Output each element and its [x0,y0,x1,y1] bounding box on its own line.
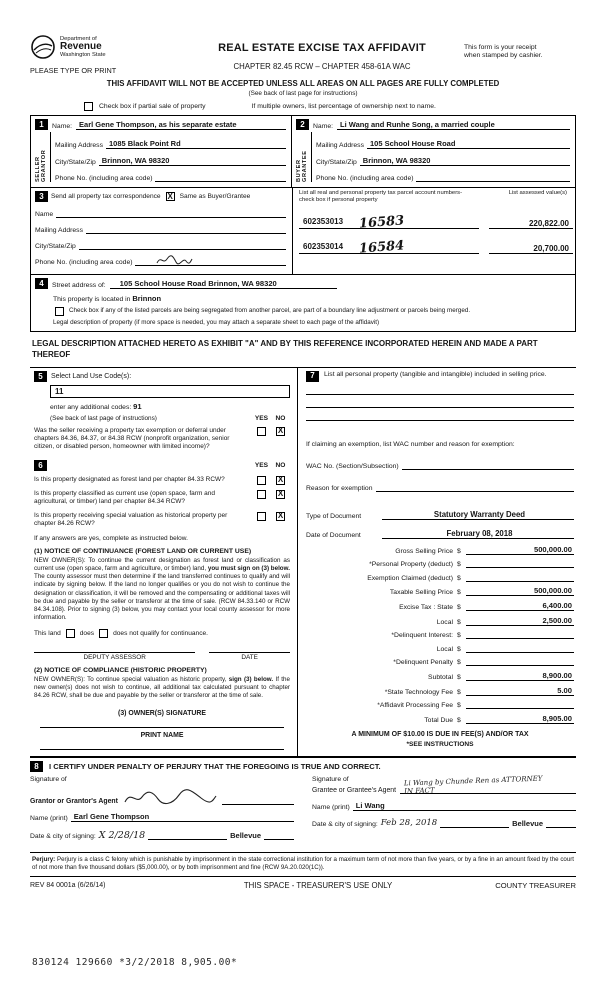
land-use-label: Select Land Use Code(s): [51,372,132,380]
seller-grantor-box [30,115,292,188]
form-header [30,34,576,75]
grantee-city-value: Bellevue [512,819,543,829]
section-4 [30,275,576,332]
dollar-sign: $ [457,603,461,611]
legal-description-text: LEGAL DESCRIPTION ATTACHED HERETO AS EXHIBIT "A" AND BY THIS REFERENCE INCORPORATED HEREIN AND MADE A PART THEREOF [32,339,538,359]
buyer-grantee-box [291,115,576,188]
amount: 5.00 [466,686,574,696]
buyer-mailing-label: Mailing Address [316,142,364,149]
dollar-sign: $ [457,632,461,640]
segregated-label: Check box if any of the listed parcels are being segregated from another parcel, are part of a boundary line adjustment or parcels being merged. [69,307,471,314]
street-address-label: Street address of: [52,282,106,289]
section-4-badge: 4 [35,278,48,289]
correspondence-mailing-label: Mailing Address [35,227,83,234]
buyer-name-value: Li Wang and Runhe Song, a married couple [337,120,570,130]
grantor-name-print-value: Earl Gene Thompson [71,812,294,822]
if-yes-note: If any answers are yes, complete as instructed below. [34,534,188,542]
does-not-qualify-checkbox[interactable] [99,629,108,638]
no-header: NO [275,461,286,469]
tax-row-excise-local: Local $ 2,500.00 [436,615,572,626]
dept-line2: Revenue [60,40,102,52]
notice-continuance-title: (1) NOTICE OF CONTINUANCE (FOREST LAND OR CURRENT USE) [34,547,252,555]
partial-sale-row [82,102,576,111]
notice1-bold: you must sign on (3) below. [207,564,290,572]
parcel-number: 602353014 [303,242,344,252]
personal-property-label: List all personal property (tangible and intangible) included in selling price. [324,370,547,378]
middle-columns [30,367,576,758]
grantor-signature-scribble [122,789,218,809]
amount: 6,400.00 [466,601,574,611]
grantor-date-handwritten: X 2/28/18 [98,830,146,842]
tax-row-state-technology-fee: *State Technology Fee $ 5.00 [384,685,572,696]
assessed-value: 220,822.00 [489,219,573,229]
buyer-name-label: Name: [313,123,334,130]
amount [466,630,574,639]
grantor-name-print-label: Name (print) [30,815,68,823]
seller-csz-label: City/State/Zip [55,159,96,166]
dollar-sign: $ [457,688,461,696]
signature-of-label: Signature of [30,776,67,784]
tax-row-delinquent-interest: *Delinquent Interest: $ [306,630,574,639]
seller-name-label: Name: [52,123,73,130]
receipt-note-line1: This form is your receipt [464,44,537,51]
tax-row-gross-selling-price: Gross Selling Price $ 500,000.00 [395,544,572,555]
forest-no-checkbox[interactable] [276,476,285,485]
buyer-csz-label: City/State/Zip [316,159,357,166]
does-label: does [79,629,95,637]
parcel-handwritten-number: 16584 [358,238,405,257]
historic-yes-checkbox[interactable] [257,512,266,521]
street-address-value: 105 School House Road Brinnon, WA 98320 [110,279,337,289]
located-in-label: This property is located in [53,296,131,303]
print-name-label: PRINT NAME [140,732,184,740]
notice2-text2: If the new owner(s) does not wish to continue, all additional tax calculated pursuant to chapter 84.26 RCW, shall be due and payable by the seller or transferor at the time of sale. [34,675,290,700]
grantor-word: GRANTOR [41,149,47,182]
minimum-due-note: A MINIMUM OF $10.00 IS DUE IN FEE(S) AND/OR TAX [351,730,529,738]
perjury-label: Perjury: [32,856,56,864]
dollar-sign: $ [457,547,461,555]
amount [466,700,574,709]
personal-property-line [306,408,574,421]
owner-signature-title: (3) OWNER(S) SIGNATURE [118,710,206,718]
dollar-sign: $ [457,659,461,667]
owner-signature-line [40,717,284,728]
yes-header: YES [254,414,269,422]
chapter-line: CHAPTER 82.45 RCW – CHAPTER 458-61A WAC [233,62,411,71]
seller-phone-line [155,173,286,182]
dollar-sign: $ [457,574,461,582]
date-of-document-value: February 08, 2018 [382,529,574,539]
partial-sale-label: Check box if partial sale of property [99,103,206,110]
multiple-owners-note: If multiple owners, list percentage of ownership next to name. [251,103,436,110]
tax-row-exemption-claimed: Exemption Claimed (deduct) $ [306,573,574,582]
tax-row-subtotal: Subtotal $ 8,900.00 [428,670,572,681]
correspondence-name-label: Name [35,211,54,218]
notice-compliance-text [34,676,290,701]
grantee-date-line [440,819,509,828]
additional-codes-value: 91 [133,401,142,411]
correspondence-csz-line [79,241,286,250]
owner-signature-block [34,710,290,750]
section-2-badge: 2 [296,119,309,130]
seller-mailing-label: Mailing Address [55,142,103,149]
same-as-buyer-checkbox[interactable] [166,192,175,201]
amount: 2,500.00 [466,616,574,626]
grantee-name-print-label: Name (print) [312,804,350,812]
wac-number-label: WAC No. (Section/Subsection) [306,462,399,470]
dollar-sign: $ [457,673,461,681]
dollar-sign: $ [457,702,461,710]
legal-description-label: Legal description of property (if more space is needed, you may attach a separate sheet to each page of the affidavit) [53,319,380,326]
agency-block [30,34,180,75]
personal-property-line [306,395,574,408]
parties-row [30,115,576,188]
notice2-bold: sign (3) below. [228,675,274,683]
grantor-signature-block [30,776,294,840]
section-1-badge: 1 [35,119,48,130]
tax-row-personal-property-deduct: *Personal Property (deduct) $ [306,559,574,568]
same-as-buyer-label: Same as Buyer/Grantee [179,193,251,200]
seller-side-label [35,132,51,182]
buyer-mailing-value: 105 School House Road [367,139,570,149]
wac-number-line [402,461,574,470]
continuance-qualify-row [34,629,290,638]
reason-exemption-label: Reason for exemption [306,484,373,492]
parcel-list-header: List all real and personal property tax parcel account numbers-check box if personal property [299,190,463,204]
s5-no-checkbox[interactable] [276,427,285,436]
dollar-sign: $ [457,618,461,626]
notice1-rest: The county assessor must then determine if the land transferred continues to qualify and will indicate by signing below. If the land no longer qualifies or you do not wish to continue the designation or classification, it will be removed and the compensating or additional taxes will be due and payable by the seller or transferor at the time of sale. (RCW 84.33.140 or RCW 84.34.108). Prior to signing (3) below, you may contact your local county assessor for more information. [34,573,290,622]
form-footer [30,881,576,890]
question-text: Is this property classified as current use (open space, farm and agricultural, or timber) land per chapter 84.34 RCW? [34,489,216,506]
parcel-handwritten-number: 16583 [358,213,405,232]
dollar-sign: $ [457,716,461,724]
notice-compliance-title: (2) NOTICE OF COMPLIANCE (HISTORIC PROPERTY) [34,666,207,674]
acceptance-warning: THIS AFFIDAVIT WILL NOT BE ACCEPTED UNLESS ALL AREAS ON ALL PAGES ARE FULLY COMPLETED [106,79,500,88]
buyer-csz-value: Brinnon, WA 98320 [360,156,570,166]
correspondence-csz-label: City/State/Zip [35,243,76,250]
grantor-date-city-label: Date & city of signing: [30,833,96,841]
parcel-number: 602353013 [303,217,344,227]
section-7-badge: 7 [306,371,319,382]
dollar-sign: $ [457,645,461,653]
grantee-date-city-label: Date & city of signing: [312,821,378,829]
grantor-city-value: Bellevue [230,831,261,841]
correspondence-phone-line [135,257,286,266]
handwritten-scribble [155,253,193,267]
grantee-signature-line [400,774,576,796]
land-use-code-box [50,385,290,398]
checkbox-x-mark: X [277,426,284,436]
section-6-badge: 6 [34,460,47,471]
current-use-no-checkbox[interactable] [276,490,285,499]
question-text: Is this property designated as forest land per chapter 84.33 RCW? [34,475,225,483]
perjury-statement [30,852,576,877]
amount [466,559,574,568]
deputy-assessor-line: DEPUTY ASSESSOR [34,652,195,661]
buyer-word: BUYER [296,159,302,182]
seller-csz-value: Brinnon, WA 98320 [99,156,286,166]
dollar-sign: $ [457,589,461,597]
grantor-city-line [264,831,294,840]
tax-row-delinquent-penalty: *Delinquent Penalty $ [306,657,574,666]
deputy-assessor-row [34,652,290,661]
see-back-note: (See back of last page for instructions) [248,90,358,97]
assessed-value: 20,700.00 [489,244,573,254]
yes-header: YES [254,461,269,469]
type-of-document-value: Statutory Warranty Deed [382,510,574,520]
additional-codes-label: enter any additional codes: [50,403,132,411]
date-of-document-label: Date of Document [306,531,361,539]
correspondence-mailing-line [86,225,286,234]
located-in-value: Brinnon [132,294,162,303]
correspondence-name-line [56,209,286,218]
current-use-question [34,490,290,507]
notice2-text1: NEW OWNER(S): To continue special valuation as historic property, [34,675,227,683]
revenue-logo-icon [30,34,56,60]
notice1-intro: NEW OWNER(S): To continue the current designation as forest land or classification as current use (open space, farm and agriculture, or timber) land, [34,556,290,572]
perjury-text: Perjury is a class C felony which is punishable by imprisonment in the state correctional institution for a maximum term of not more than five years, or by a fine in an amount fixed by the court of not more than five thousand dollars ($5,000.00), or by both imprisonment and fine (RCW 9A.20.020(1C)). [32,856,574,872]
correspondence-phone-label: Phone No. (including area code) [35,259,133,266]
amount [466,573,574,582]
grantee-word: GRANTEE [302,150,308,182]
buyer-phone-line [416,173,570,182]
segregated-checkbox[interactable] [55,307,64,316]
amount: 8,905.00 [466,714,574,724]
grantee-name-print-value: Li Wang [353,801,576,811]
grantor-signature-line [222,796,294,805]
form-title: REAL ESTATE EXCISE TAX AFFIDAVIT [218,42,426,54]
current-use-yes-checkbox[interactable] [257,490,266,499]
section-3 [30,188,576,275]
checkbox-x-mark: X [277,475,284,485]
dept-line3: Washington State [60,52,106,59]
historic-property-question [34,512,290,529]
assessed-value-header: List assessed value(s) [508,190,567,196]
no-header: NO [275,414,286,422]
s5-yes-checkbox[interactable] [257,427,266,436]
dept-line1: Department of [60,35,97,42]
grantor-agent-label: Grantor or Grantor's Agent [30,798,118,806]
notice-continuance-text [34,557,290,623]
send-correspondence-label: Send all property tax correspondence [51,193,161,200]
buyer-side-label [296,132,312,182]
treasurer-space-label: THIS SPACE - TREASURER'S USE ONLY [243,881,393,891]
exemption-deferral-question [34,427,290,452]
seller-phone-label: Phone No. (including area code) [55,175,153,182]
parcel-row [299,213,573,232]
does-qualify-checkbox[interactable] [66,629,75,638]
amount [466,644,574,653]
certify-statement: I CERTIFY UNDER PENALTY OF PERJURY THAT THE FOREGOING IS TRUE AND CORRECT. [49,762,381,772]
see-instructions-note: *SEE INSTRUCTIONS [406,740,474,748]
personal-property-line [306,382,574,395]
amount: 500,000.00 [466,586,574,596]
checkbox-x-mark: X [277,489,284,499]
grantee-city-line [546,819,576,828]
tax-row-delinquent-local: Local $ [306,644,574,653]
land-use-code-value: 11 [55,386,64,396]
checkbox-x-mark: X [167,191,173,201]
tax-row-affidavit-processing-fee: *Affidavit Processing Fee $ [306,700,574,709]
partial-sale-checkbox[interactable] [84,102,93,111]
signature-of-label: Signature of [312,776,349,784]
section-8 [30,757,576,846]
seller-mailing-value: 1085 Black Point Rd [106,139,286,149]
buyer-phone-label: Phone No. (including area code) [316,175,414,182]
see-back-instructions-note: (See back of last page of instructions) [50,414,157,422]
question-text: Is this property receiving special valuation as historical property per chapter 84.26 RCW? [34,511,228,528]
tax-row-excise-state: Excise Tax : State $ 6,400.00 [399,600,572,611]
forest-yes-checkbox[interactable] [257,476,266,485]
seller-word: SELLER [35,156,41,182]
tax-row-taxable-selling-price: Taxable Selling Price $ 500,000.00 [389,586,572,597]
county-treasurer-label: COUNTY TREASURER [495,881,576,891]
reason-exemption-line [376,483,575,492]
please-type-or-print: PLEASE TYPE OR PRINT [30,66,117,75]
type-of-document-label: Type of Document [306,512,362,520]
dollar-sign: $ [457,561,461,569]
grantee-signature-block [312,776,576,840]
amount: 500,000.00 [466,545,574,555]
receipt-note-line2: when stamped by cashier. [464,52,543,60]
tax-row-total-due: Total Due $ 8,905.00 [424,713,572,724]
print-name-line [40,739,284,750]
exemption-claim-label: If claiming an exemption, list WAC number and reason for exemption: [306,440,515,448]
checkbox-x-mark: X [277,511,284,521]
amount [466,657,574,666]
receipt-note [464,44,576,61]
question-text: Was the seller receiving a property tax exemption or deferral under chapters 84.36, 84.37, or 84.38 RCW (nonprofit organization, senior citizen, or disabled person, homeowner with limited income)? [34,426,230,451]
tax-computation-table [306,545,574,724]
does-not-label: does not qualify for continuance. [113,629,209,637]
forest-land-question [34,476,290,485]
grantee-signature-handwritten: Li Wang by Chunde Ren as ATTORNEY IN FACT [403,774,543,796]
amount: 8,900.00 [466,671,574,681]
seller-name-value: Earl Gene Thompson, as his separate estate [76,120,286,130]
grantee-agent-label: Grantee or Grantee's Agent [312,787,397,795]
section-3-badge: 3 [35,191,48,202]
historic-no-checkbox[interactable] [276,512,285,521]
this-land-label: This land [34,629,61,637]
section-5-badge: 5 [34,371,47,382]
cashier-stamp: 830124 129660 *3/2/2018 8,905.00* [32,957,238,968]
grantee-date-handwritten: Feb 28, 2018 [380,818,438,829]
deputy-date-line: DATE [209,652,290,661]
form-number: REV 84 0001a (6/26/14) [30,882,106,890]
grantor-date-line [148,831,227,840]
section-8-badge: 8 [30,761,43,772]
parcel-row [299,238,573,257]
